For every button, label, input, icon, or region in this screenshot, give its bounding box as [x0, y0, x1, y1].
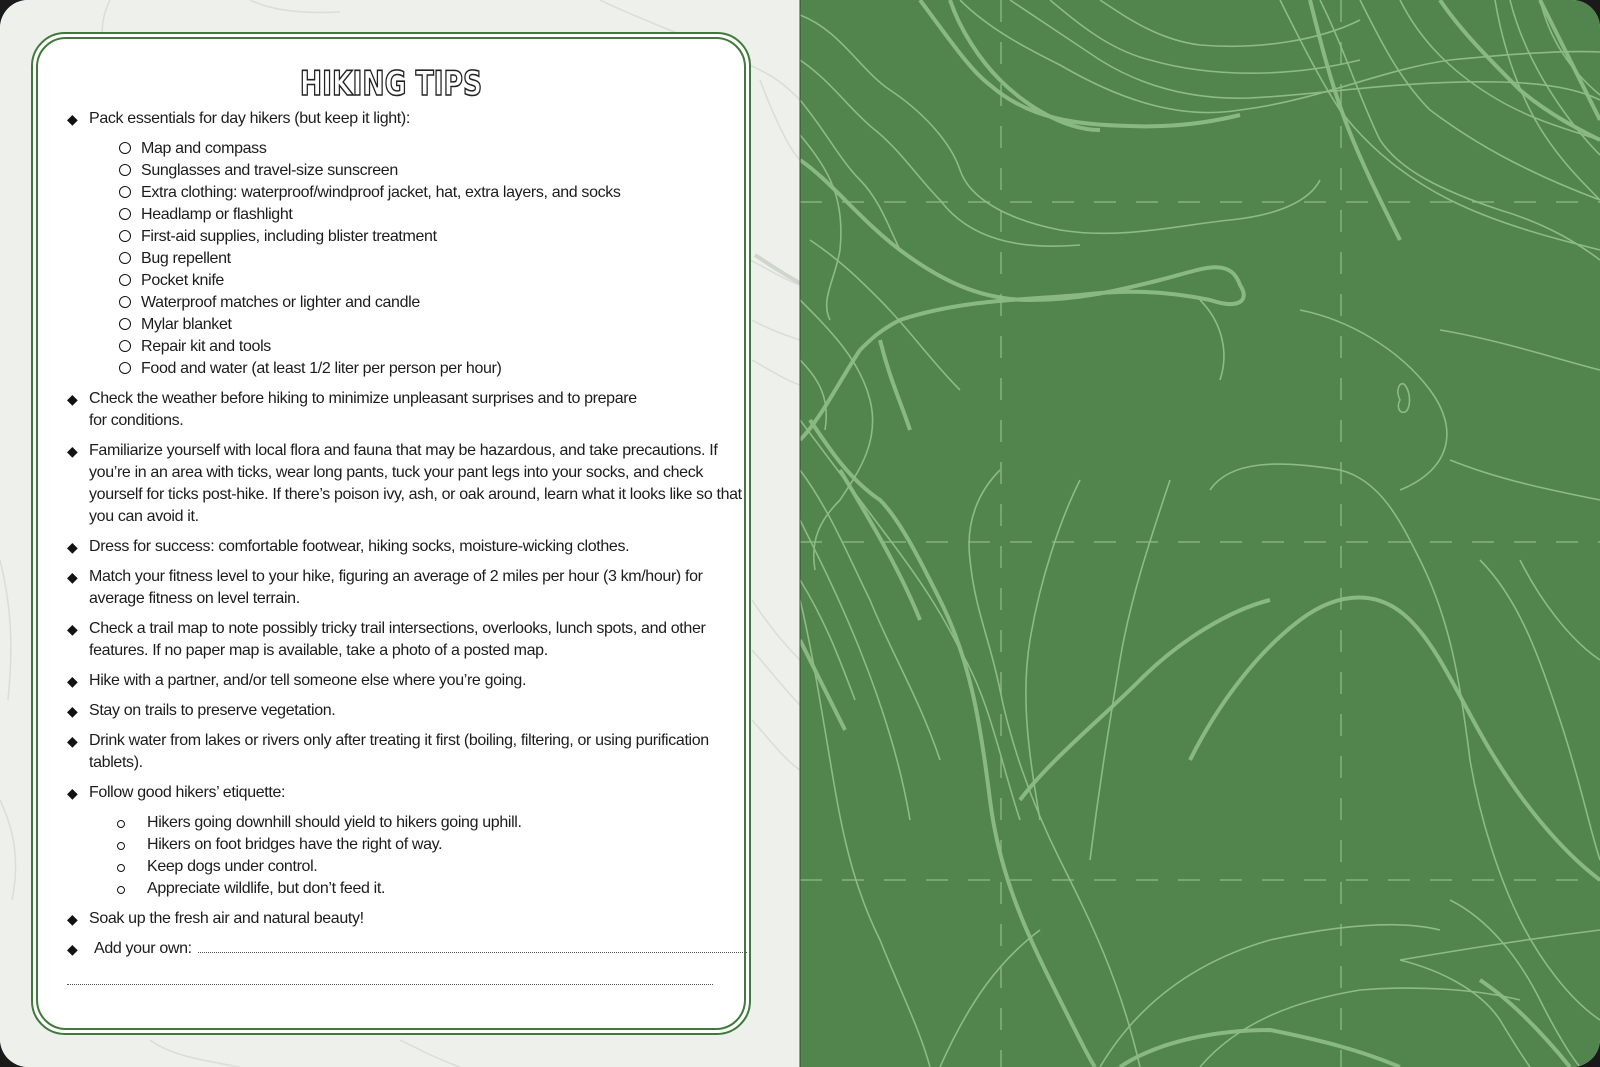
empty-circle-checkbox-icon[interactable] — [119, 208, 131, 220]
right-page-topo-map — [800, 0, 1600, 1067]
checklist-item[interactable]: First-aid supplies, including blister treatment — [119, 226, 747, 248]
checklist-item[interactable]: Repair kit and tools — [119, 336, 747, 358]
tip-pack-essentials — [67, 108, 747, 380]
diamond-bullet-icon: ◆ — [67, 391, 78, 407]
empty-circle-checkbox-icon[interactable] — [119, 362, 131, 374]
empty-circle-checkbox-icon[interactable] — [119, 186, 131, 198]
etiquette-item: Keep dogs under control. — [117, 856, 747, 878]
diamond-bullet-icon: ◆ — [67, 539, 78, 555]
diamond-bullet-icon: ◆ — [67, 569, 78, 585]
empty-circle-checkbox-icon[interactable] — [119, 252, 131, 264]
diamond-bullet-icon: ◆ — [67, 673, 78, 689]
checklist-item[interactable]: Pocket knife — [119, 270, 747, 292]
diamond-bullet-icon: ◆ — [67, 621, 78, 637]
tip-text: Soak up the fresh air and natural beauty! — [89, 910, 364, 927]
checklist-item[interactable]: Mylar blanket — [119, 314, 747, 336]
diamond-bullet-icon: ◆ — [67, 703, 78, 719]
tip-text: Hike with a partner, and/or tell someone else where you’re going. — [89, 672, 527, 689]
empty-circle-checkbox-icon[interactable] — [119, 164, 131, 176]
tip-flora-fauna — [67, 440, 747, 528]
checklist-item[interactable]: Extra clothing: waterproof/windproof jacket, hat, extra layers, and socks — [119, 182, 747, 204]
book-spine — [799, 0, 801, 1067]
checklist-item[interactable]: Waterproof matches or lighter and candle — [119, 292, 747, 314]
checklist-item[interactable]: Bug repellent — [119, 248, 747, 270]
diamond-bullet-icon: ◆ — [67, 111, 78, 127]
tip-etiquette — [67, 782, 747, 900]
empty-circle-checkbox-icon[interactable] — [119, 142, 131, 154]
essentials-checklist — [119, 138, 747, 380]
tip-text: Familiarize yourself with local flora and fauna that may be hazardous, and take precautions. If you’re in an area with ticks, wear long pants, tuck your pant legs into your socks, and check yourself for ticks post-hike. If there’s poison ivy, ash, or oak around, learn what it looks like so that you can avoid it. — [89, 442, 742, 525]
tip-text: Drink water from lakes or rivers only after treating it first (boiling, filtering, or using purification tablets). — [89, 732, 709, 771]
tip-trail-map — [67, 618, 747, 662]
tip-text: Dress for success: comfortable footwear, hiking socks, moisture-wicking clothes. — [89, 538, 630, 555]
etiquette-item: Hikers going downhill should yield to hikers going uphill. — [117, 812, 747, 834]
empty-circle-checkbox-icon[interactable] — [119, 296, 131, 308]
topographic-map-icon — [800, 0, 1600, 1067]
add-your-own-label: Add your own: — [94, 940, 192, 957]
checklist-item[interactable]: Map and compass — [119, 138, 747, 160]
empty-circle-checkbox-icon[interactable] — [119, 274, 131, 286]
add-your-own-write-line[interactable] — [198, 938, 747, 953]
small-circle-bullet-icon — [117, 864, 125, 872]
empty-circle-checkbox-icon[interactable] — [119, 340, 131, 352]
diamond-bullet-icon: ◆ — [67, 785, 78, 801]
tip-check-weather — [67, 388, 747, 432]
tip-stay-on-trails — [67, 700, 747, 722]
tip-text: Match your fitness level to your hike, figuring an average of 2 miles per hour (3 km/hour) for average fitness on level terrain. — [89, 568, 703, 607]
diamond-bullet-icon: ◆ — [67, 911, 78, 927]
hiking-tips-card — [31, 32, 751, 1035]
small-circle-bullet-icon — [117, 820, 125, 828]
tip-text: Stay on trails to preserve vegetation. — [89, 702, 336, 719]
tip-partner — [67, 670, 747, 692]
tip-soak-up — [67, 908, 747, 930]
etiquette-item: Appreciate wildlife, but don’t feed it. — [117, 878, 747, 900]
tips-list — [67, 108, 747, 968]
empty-circle-checkbox-icon[interactable] — [119, 230, 131, 242]
tip-text: Check a trail map to note possibly tricky trail intersections, overlooks, lunch spots, and other features. If no paper map is available, take a photo of a posted map. — [89, 620, 706, 659]
checklist-item[interactable]: Headlamp or flashlight — [119, 204, 747, 226]
diamond-bullet-icon: ◆ — [67, 733, 78, 749]
diamond-bullet-icon: ◆ — [67, 443, 78, 459]
etiquette-list — [117, 812, 747, 900]
small-circle-bullet-icon — [117, 842, 125, 850]
tip-text: Check the weather before hiking to minimize unpleasant surprises and to prepare for conditions. — [89, 390, 637, 429]
tip-text: Pack essentials for day hikers (but keep it light): — [89, 110, 410, 127]
checklist-item[interactable]: Food and water (at least 1/2 liter per person per hour) — [119, 358, 747, 380]
extra-write-line[interactable] — [67, 984, 713, 985]
tip-fitness — [67, 566, 747, 610]
page-title: HIKING TIPS — [299, 64, 483, 104]
empty-circle-checkbox-icon[interactable] — [119, 318, 131, 330]
add-your-own-row — [67, 938, 747, 960]
checklist-item[interactable]: Sunglasses and travel-size sunscreen — [119, 160, 747, 182]
diamond-bullet-icon: ◆ — [67, 941, 78, 957]
small-circle-bullet-icon — [117, 886, 125, 894]
tip-drink-water — [67, 730, 747, 774]
tip-text: Follow good hikers’ etiquette: — [89, 784, 286, 801]
tip-dress — [67, 536, 747, 558]
etiquette-item: Hikers on foot bridges have the right of way. — [117, 834, 747, 856]
